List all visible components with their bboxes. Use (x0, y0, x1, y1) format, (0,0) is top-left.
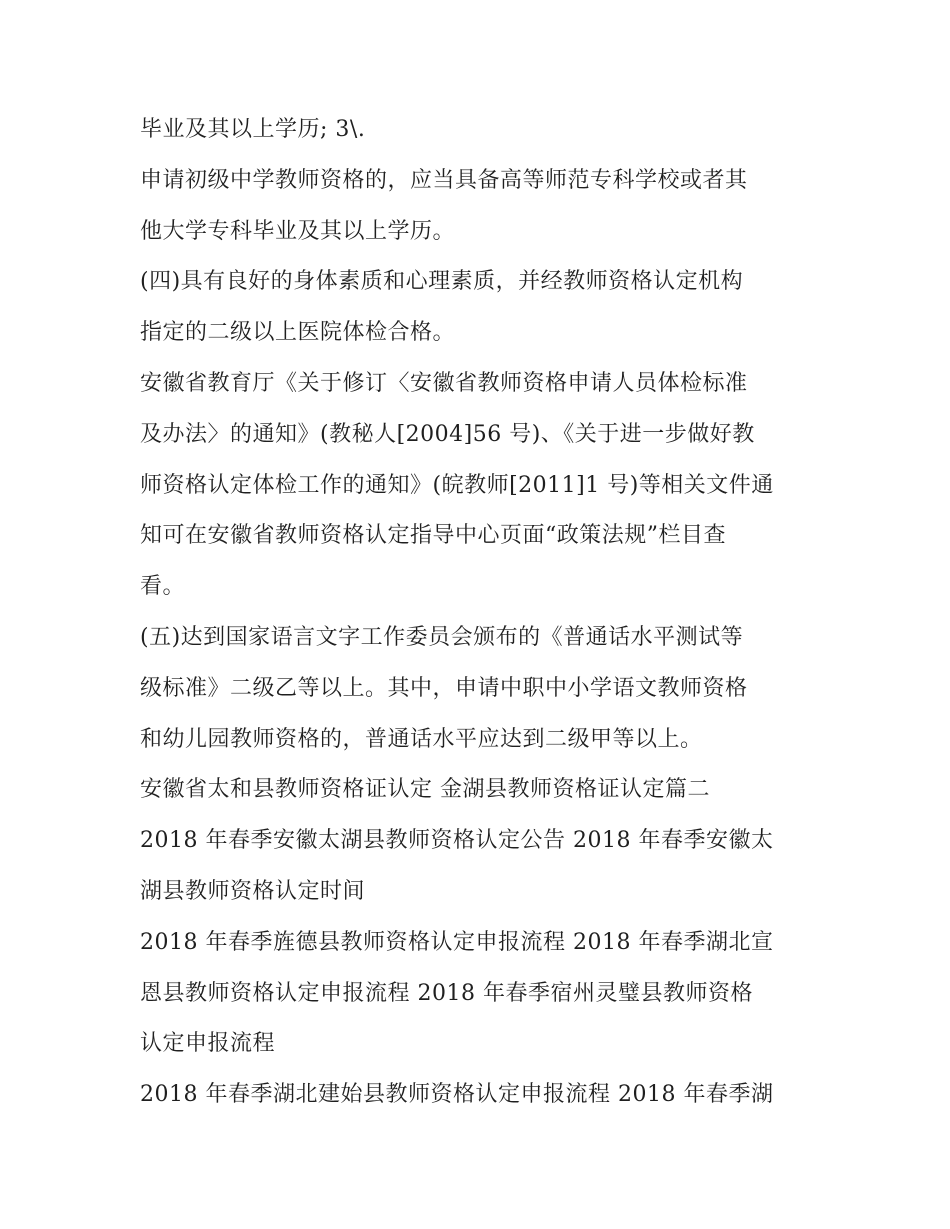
text-line: 申请初级中学教师资格的，应当具备高等师范专科学校或者其 (140, 167, 748, 193)
text-line: 级标准》二级乙等以上。其中，申请中职中小学语文教师资格 (140, 675, 748, 701)
text-line: (四)具有良好的身体素质和心理素质，并经教师资格认定机构 (140, 269, 744, 295)
text-line: 恩县教师资格认定申报流程 2018 年春季宿州灵璧县教师资格 (140, 980, 753, 1006)
text-line: 2018 年春季安徽太湖县教师资格认定公告 2018 年春季安徽太 (140, 828, 774, 854)
text-line: 及办法〉的通知》(教秘人[2004]56 号)、《关于进一步做好教 (140, 421, 755, 447)
text-line: 2018 年春季湖北建始县教师资格认定申报流程 2018 年春季湖 (140, 1082, 774, 1108)
text-line: (五)达到国家语言文字工作委员会颁布的《普通话水平测试等 (140, 624, 744, 650)
text-line: 师资格认定体检工作的通知》(皖教师[2011]1 号)等相关文件通 (140, 472, 774, 498)
text-line: 他大学专科毕业及其以上学历。 (140, 218, 456, 244)
text-line: 和幼儿园教师资格的，普通话水平应达到二级甲等以上。 (140, 726, 703, 752)
text-line: 知可在安徽省教师资格认定指导中心页面“政策法规”栏目查 (140, 523, 726, 549)
text-line: 看。 (140, 574, 186, 600)
text-line: 指定的二级以上医院体检合格。 (140, 320, 456, 346)
text-line: 安徽省教育厅《关于修订〈安徽省教师资格申请人员体检标准 (140, 370, 748, 396)
text-line: 安徽省太和县教师资格证认定 金湖县教师资格证认定篇二 (140, 777, 710, 803)
text-line: 湖县教师资格认定时间 (140, 878, 366, 904)
text-line: 认定申报流程 (140, 1031, 276, 1057)
text-line: 毕业及其以上学历; 3\. (140, 117, 366, 142)
text-line: 2018 年春季旌德县教师资格认定申报流程 2018 年春季湖北宣 (140, 929, 774, 955)
document-body (140, 105, 820, 1121)
